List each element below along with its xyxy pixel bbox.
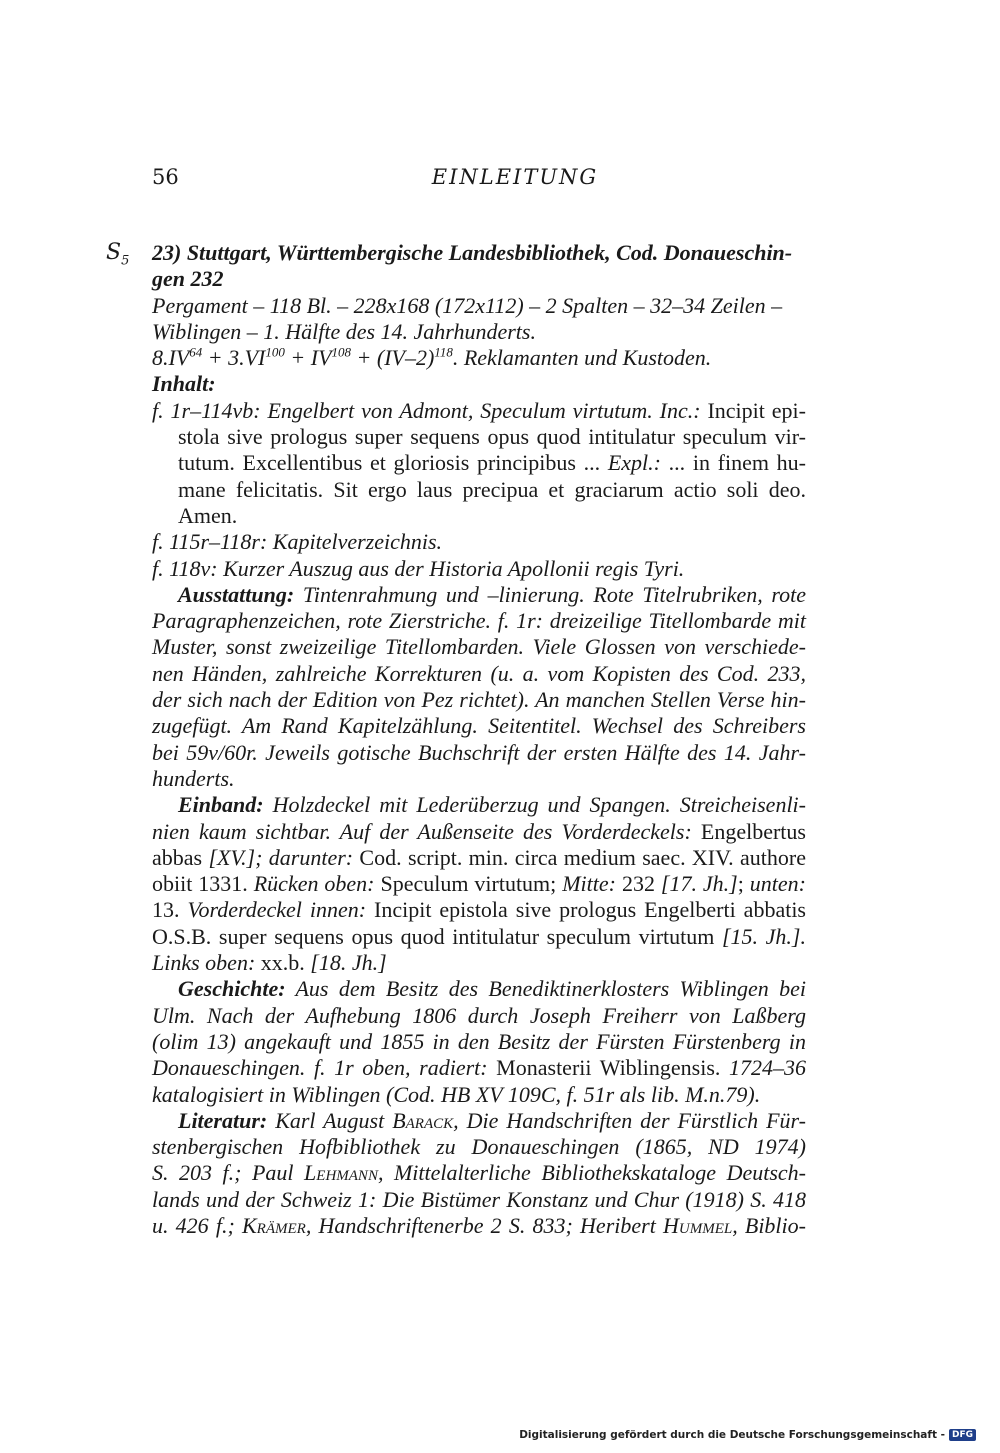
einband-line7 bbox=[152, 950, 806, 976]
einband-text: Rücken oben: bbox=[253, 871, 375, 897]
einband-quote: Cod. script. min. circa medium saec. XIV. authore bbox=[353, 844, 806, 870]
einband-line3 bbox=[152, 845, 806, 871]
description-line2: Wiblingen – 1. Hälfte des 14. Jahrhunderts. bbox=[152, 318, 536, 344]
einband-text: Mitte: bbox=[562, 871, 616, 897]
literatur-author: Krämer bbox=[242, 1212, 306, 1238]
einband-quote: ; bbox=[737, 871, 750, 897]
siglum bbox=[106, 240, 129, 268]
geschichte-label: Geschichte: bbox=[178, 976, 286, 1002]
entry-title-cont bbox=[152, 266, 806, 292]
literatur-text: Karl August bbox=[267, 1107, 393, 1133]
ausstattung-line8: hunderts. bbox=[152, 765, 235, 791]
entry-title bbox=[152, 240, 806, 266]
literatur-author: Lehmann bbox=[304, 1160, 378, 1186]
einband-section bbox=[152, 792, 806, 976]
collation-sup: 108 bbox=[331, 344, 352, 360]
einband-quote: Incipit epistola sive prologus Engelberti abbatis bbox=[366, 897, 806, 923]
einband-quote: Speculum virtutum; bbox=[374, 871, 563, 897]
geschichte-line4 bbox=[152, 1055, 806, 1081]
literatur-text: , Biblio- bbox=[732, 1212, 806, 1238]
einband-line5 bbox=[152, 897, 806, 923]
einband-quote: abbas bbox=[152, 844, 209, 870]
literatur-text: , Die Handschriften der Fürstlich Für- bbox=[453, 1107, 806, 1133]
collation-part: 8.IV bbox=[152, 345, 190, 371]
collation-part: + 3.VI bbox=[202, 345, 266, 371]
ausstattung-line5: der sich nach der Edition von Pez richtet). An manchen Stellen Verse hin- bbox=[152, 687, 806, 713]
geschichte-text: Aus dem Besitz des Benediktinerklosters Wiblingen bei bbox=[285, 976, 806, 1002]
einband-quote: Engelbertus bbox=[691, 818, 806, 844]
geschichte-line3: (olim 13) angekauft und 1855 in den Besitz der Fürsten Fürstenberg in bbox=[152, 1028, 806, 1054]
literatur-section bbox=[152, 1108, 806, 1239]
geschichte-line5: katalogisiert in Wiblingen (Cod. HB XV 109C, f. 51r als lib. M.n.79). bbox=[152, 1081, 761, 1107]
ausstattung-line4: nen Händen, zahlreiche Korrekturen (u. a. vom Kopisten des Cod. 233, bbox=[152, 660, 806, 686]
content-1-line4: mane felicitatis. Sit ergo laus precipua et graciarum actio soli deo. bbox=[178, 476, 806, 502]
dfg-logo: DFG bbox=[949, 1429, 976, 1441]
literatur-text: S. 203 f.; Paul bbox=[152, 1160, 305, 1186]
content-1-line1 bbox=[152, 397, 806, 424]
description-line1: Pergament – 118 Bl. – 228x168 (172x112) – 2 Spalten – 32–34 Zeilen – bbox=[152, 292, 783, 318]
einband-quote: obiit 1331. bbox=[152, 871, 254, 897]
ausstattung-label: Ausstattung: bbox=[178, 581, 295, 607]
ausstattung-text: Tintenrahmung und –linierung. Rote Titelrubriken, rote bbox=[294, 581, 806, 607]
einband-text: Vorderdeckel innen: bbox=[187, 897, 367, 923]
siglum-subscript: 5 bbox=[121, 253, 130, 269]
einband-quote: O.S.B. super sequens opus quod intitulatur speculum virtutum bbox=[152, 923, 722, 949]
einband-quote: 232 bbox=[616, 871, 661, 897]
content-item-3: f. 118v: Kurzer Auszug aus der Historia Apollonii regis Tyri. bbox=[152, 555, 685, 581]
ausstattung-line3: Muster, sonst zweizeilige Titellombarden. Viele Glossen von verschiede- bbox=[152, 634, 806, 660]
geschichte-section bbox=[152, 976, 806, 1107]
entry-title-line2: gen 232 bbox=[152, 266, 224, 292]
einband-text: Links oben: bbox=[152, 950, 256, 976]
einband-line6 bbox=[152, 924, 806, 950]
literatur-line1 bbox=[152, 1108, 806, 1134]
funding-footer bbox=[519, 1429, 976, 1441]
content-1-expl-label: Expl.: bbox=[607, 450, 661, 476]
einband-line4 bbox=[152, 871, 806, 897]
geschichte-text: 1724–36 bbox=[729, 1055, 807, 1081]
running-title: EINLEITUNG bbox=[431, 165, 599, 189]
funding-text: Digitalisierung gefördert durch die Deutsche Forschungsgemeinschaft - bbox=[519, 1429, 945, 1441]
einband-line2 bbox=[152, 819, 806, 845]
content-1-folio: f. 1r–114vb: Engelbert von Admont, Speculum virtutum. Inc.: bbox=[152, 397, 701, 423]
ausstattung-line7: bei 59v/60r. Jeweils gotische Buchschrift der ersten Hälfte des 14. Jahr- bbox=[152, 739, 806, 765]
ausstattung-line6: zugefügt. Am Rand Kapitelzählung. Seitentitel. Wechsel des Schreibers bbox=[152, 713, 806, 739]
einband-text: Holzdeckel mit Lederüberzug und Spangen. Streicheisenli- bbox=[263, 792, 806, 818]
collation-sup: 100 bbox=[265, 344, 285, 360]
collation-sup: 118 bbox=[434, 344, 453, 360]
literatur-line4: lands und der Schweiz 1: Die Bistümer Konstanz und Chur (1918) S. 418 bbox=[152, 1186, 806, 1212]
literatur-text: , Mittelalterliche Bibliothekskataloge Deutsch- bbox=[377, 1160, 806, 1186]
collation-part: + (IV–2) bbox=[351, 345, 435, 371]
content-item-1 bbox=[152, 398, 806, 529]
content-1-incipit: Incipit epi- bbox=[700, 397, 806, 423]
einband-text: [XV.]; darunter: bbox=[208, 844, 354, 870]
literatur-author: Barack bbox=[392, 1107, 454, 1133]
content-1-line5: Amen. bbox=[178, 502, 238, 528]
content-1-explicit: ... in finem hu- bbox=[661, 450, 806, 476]
literatur-author: Hummel bbox=[662, 1212, 733, 1238]
content-1-text: tutum. Excellentibus et gloriosis principibus ... bbox=[178, 450, 608, 476]
collation-sup: 64 bbox=[189, 344, 203, 360]
geschichte-text: Donaueschingen. f. 1r oben, radiert: bbox=[152, 1055, 488, 1081]
geschichte-quote: Monasterii Wiblingensis. bbox=[487, 1055, 730, 1081]
einband-text: unten: bbox=[749, 871, 806, 897]
inhalt-heading: Inhalt: bbox=[152, 371, 216, 397]
ausstattung-line2: Paragraphenzeichen, rote Zierstriche. f. 1r: dreizeilige Titellombarde mit bbox=[152, 608, 806, 634]
ausstattung-line1 bbox=[152, 582, 806, 608]
einband-quote: xx.b. bbox=[255, 950, 311, 976]
einband-quote: 13. bbox=[152, 897, 188, 923]
entry-body bbox=[152, 240, 806, 1239]
collation-part: . Reklamanten und Kustoden. bbox=[452, 345, 712, 371]
literatur-line2: stenbergischen Hofbibliothek zu Donaueschingen (1865, ND 1974) bbox=[152, 1134, 806, 1160]
literatur-text: , Handschriftenerbe 2 S. 833; Heribert bbox=[305, 1212, 663, 1238]
content-item-2: f. 115r–118r: Kapitelverzeichnis. bbox=[152, 529, 443, 555]
einband-text: nien kaum sichtbar. Auf der Außenseite des Vorderdeckels: bbox=[152, 818, 692, 844]
literatur-label: Literatur: bbox=[178, 1107, 268, 1133]
geschichte-line1 bbox=[152, 976, 806, 1002]
einband-text: [15. Jh.]. bbox=[721, 923, 806, 949]
page-number: 56 bbox=[152, 165, 179, 189]
collation-part: + IV bbox=[284, 345, 332, 371]
siglum-letter: S bbox=[106, 240, 122, 265]
literatur-line3 bbox=[152, 1160, 806, 1186]
ausstattung-section bbox=[152, 582, 806, 792]
einband-line1 bbox=[152, 792, 806, 818]
collation bbox=[152, 345, 806, 371]
einband-text: [17. Jh.] bbox=[660, 871, 738, 897]
content-1-line2: stola sive prologus super sequens opus quod intitulatur speculum vir- bbox=[178, 424, 806, 450]
literatur-line5 bbox=[152, 1213, 806, 1239]
entry-title-line1: 23) Stuttgart, Württembergische Landesbibliothek, Cod. Donaueschin- bbox=[152, 240, 793, 265]
geschichte-line2: Ulm. Nach der Aufhebung 1806 durch Joseph Freiherr von Laßberg bbox=[152, 1002, 806, 1028]
einband-text: [18. Jh.] bbox=[310, 950, 387, 976]
einband-label: Einband: bbox=[178, 792, 264, 818]
content-1-line3 bbox=[178, 450, 806, 476]
literatur-text: u. 426 f.; bbox=[152, 1212, 242, 1238]
